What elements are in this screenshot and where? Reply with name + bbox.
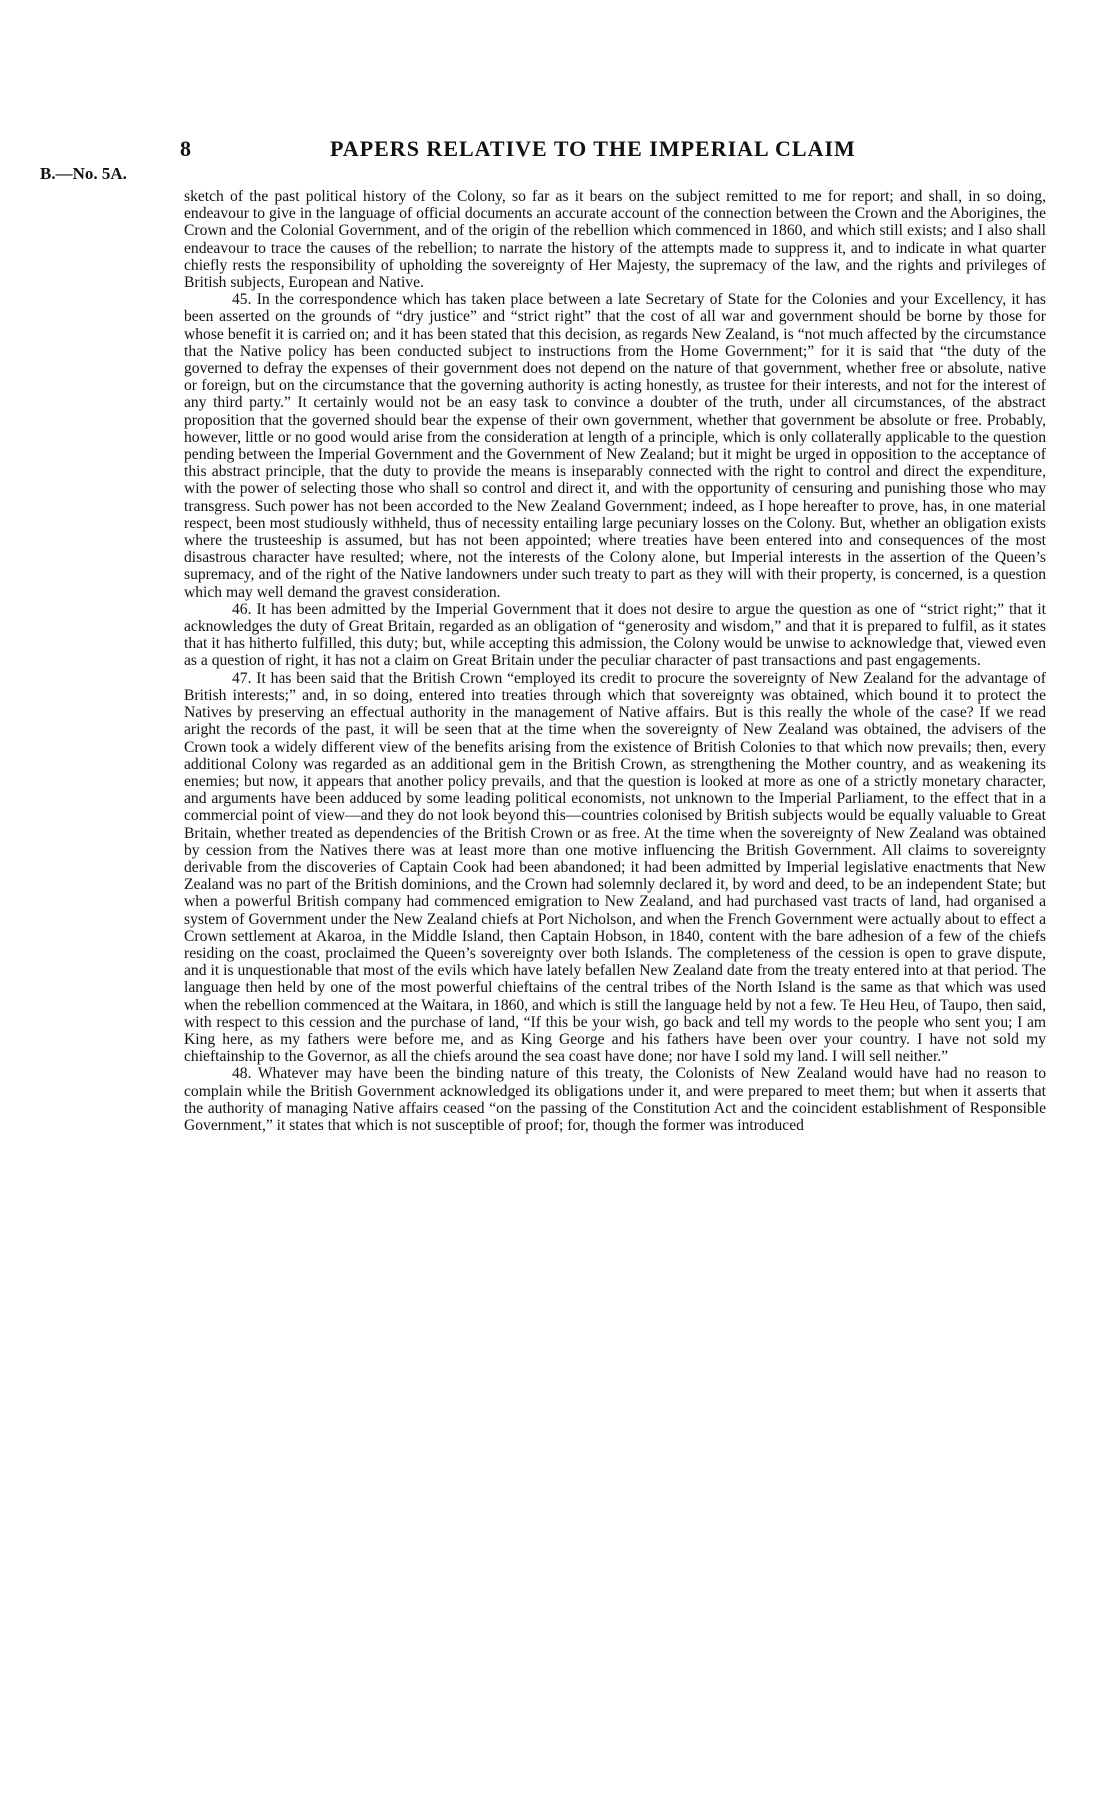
paragraph-47: 47. It has been said that the British Crown “employed its credit to procure the sovereignty of New Zealand for the advantage of British interests;” and, in so doing, entered into treaties through which that sovereignty was obtained, which bound it to protect the Natives by preserving an effectual authority in the management of Native affairs. But is this really the whole of the case? If we read aright the records of the past, it will be seen that at the time when the sovereignty of New Zealand was obtained, the advisers of the Crown took a widely different view of the benefits arising from the existence of British Colonies to that which now prevails; then, every additional Colony was regarded as an additional gem in the British Crown, as strengthening the Mother country, and as weakening its enemies; but now, it appears that another policy prevails, and that the question is looked at more as one of a strictly monetary character, and arguments have been adduced by some leading political economists, not unknown to the Imperial Parliament, to the effect that in a commercial point of view—and they do not look beyond this—countries colonised by British subjects would be equally valuable to Great Britain, whether treated as dependencies of the British Crown or as free. At the time when the sovereignty of New Zealand was obtained by cession from the Natives there was at least more than one motive influencing the British Government. All claims to sovereignty derivable from the discoveries of Captain Cook had been abandoned; it had been admitted by Imperial legislative enactments that New Zealand was no part of the British dominions, and the Crown had solemnly declared it, by word and deed, to be an independent State; but when a powerful British company had commenced emigration to New Zealand, and had purchased vast tracts of land, had organised a system of Government under the New Zealand chiefs at Port Nicholson, and when the French Government were actually about to effect a Crown settlement at Akaroa, in the Middle Island, then Captain Hobson, in 1840, content with the bare adhesion of a few of the chiefs residing on the coast, proclaimed the Queen’s sovereignty over both Islands. The completeness of the cession is open to grave dispute, and it is unquestionable that most of the evils which have lately befallen New Zealand date from the treaty entered into at that period. The language then held by one of the most powerful chieftains of the central tribes of the North Island is the same as that which was used when the rebellion commenced at the Waitara, in 1860, and which is still the language held by not a few. Te Heu Heu, of Taupo, then said, with respect to this cession and the purchase of land, “If this be your wish, go back and tell my words to the people who sent you; I am King here, as my fathers were before me, and as King George and his fathers have been over your country. I have not sold my chieftainship to the Governor, as all the chiefs around the sea coast have done; nor have I sold my land. I will sell neither.” <box>184 669 1046 1066</box>
paragraph-48: 48. Whatever may have been the binding nature of this treaty, the Colonists of New Zealand would have had no reason to complain while the British Government acknowledged its obligations under it, and were prepared to meet them; but when it asserts that the authority of managing Native affairs ceased “on the passing of the Constitution Act and the coincident establishment of Responsible Government,” it states that which is not susceptible of proof; for, though the former was introduced <box>184 1065 1046 1134</box>
margin-reference: B.—No. 5A. <box>40 164 127 183</box>
running-head: PAPERS RELATIVE TO THE IMPERIAL CLAIM <box>330 136 856 161</box>
body-text <box>184 188 1046 1134</box>
paragraph-45: 45. In the correspondence which has taken place between a late Secretary of State for the Colonies and your Excellency, it has been asserted on the grounds of “dry justice” and “strict right” that the cost of all war and government should be borne by those for whose benefit it is carried on; and it has been stated that this decision, as regards New Zealand, is “not much affected by the circumstance that the Native policy has been conducted subject to instructions from the Home Government;” for it is said that “the duty of the governed to defray the expenses of their government does not depend on the nature of that government, whether free or absolute, native or foreign, but on the circumstance that the governing authority is acting honestly, as trustee for their interests, and not for the interest of any third party.” It certainly would not be an easy task to convince a doubter of the truth, under all circumstances, of the abstract proposition that the governed should bear the expense of their own government, whether that government be absolute or free. Probably, however, little or no good would arise from the consideration at length of a principle, which is only collaterally applicable to the question pending between the Imperial Government and the Government of New Zealand; but it might be urged in opposition to the acceptance of this abstract principle, that the duty to provide the means is inseparably connected with the right to control and direct the expenditure, with the power of selecting those who shall so control and direct it, and with the opportunity of censuring and punishing those who may transgress. Such power has not been accorded to the New Zealand Government; indeed, as I hope hereafter to prove, has, in one material respect, been most studiously withheld, thus of necessity entailing large pecuniary losses on the Colony. But, whether an obligation exists where the trusteeship is assumed, but has not been appointed; where treaties have been entered into and consequences of the most disastrous character have resulted; where, not the interests of the Colony alone, but Imperial interests in the assertion of the Queen’s supremacy, and of the right of the Native landowners under such treaty to part as they will with their property, is concerned, is a question which may well demand the gravest consideration. <box>184 291 1046 601</box>
paragraph-continuation: sketch of the past political history of the Colony, so far as it bears on the subject remitted to me for report; and shall, in so doing, endeavour to give in the language of official documents an accurate account of the connection between the Crown and the Aborigines, the Crown and the Colonial Government, and of the origin of the rebellion which commenced in 1860, and which still exists; and I also shall endeavour to trace the causes of the rebellion; to narrate the history of the attempts made to suppress it, and to indicate in what quarter chiefly rests the responsibility of upholding the sovereignty of Her Majesty, the supremacy of the law, and the rights and privileges of British subjects, European and Native. <box>184 188 1046 292</box>
page-number: 8 <box>180 136 191 161</box>
paragraph-46: 46. It has been admitted by the Imperial Government that it does not desire to argue the question as one of “strict right;” that it acknowledges the duty of Great Britain, regarded as an obligation of “generosity and wisdom,” and that it is prepared to fulfil, as it states that it has hitherto fulfilled, this duty; but, while accepting this admission, the Colony would be unwise to acknowledge that, viewed even as a question of right, it has not a claim on Great Britain under the peculiar character of past transactions and past engagements. <box>184 600 1046 670</box>
